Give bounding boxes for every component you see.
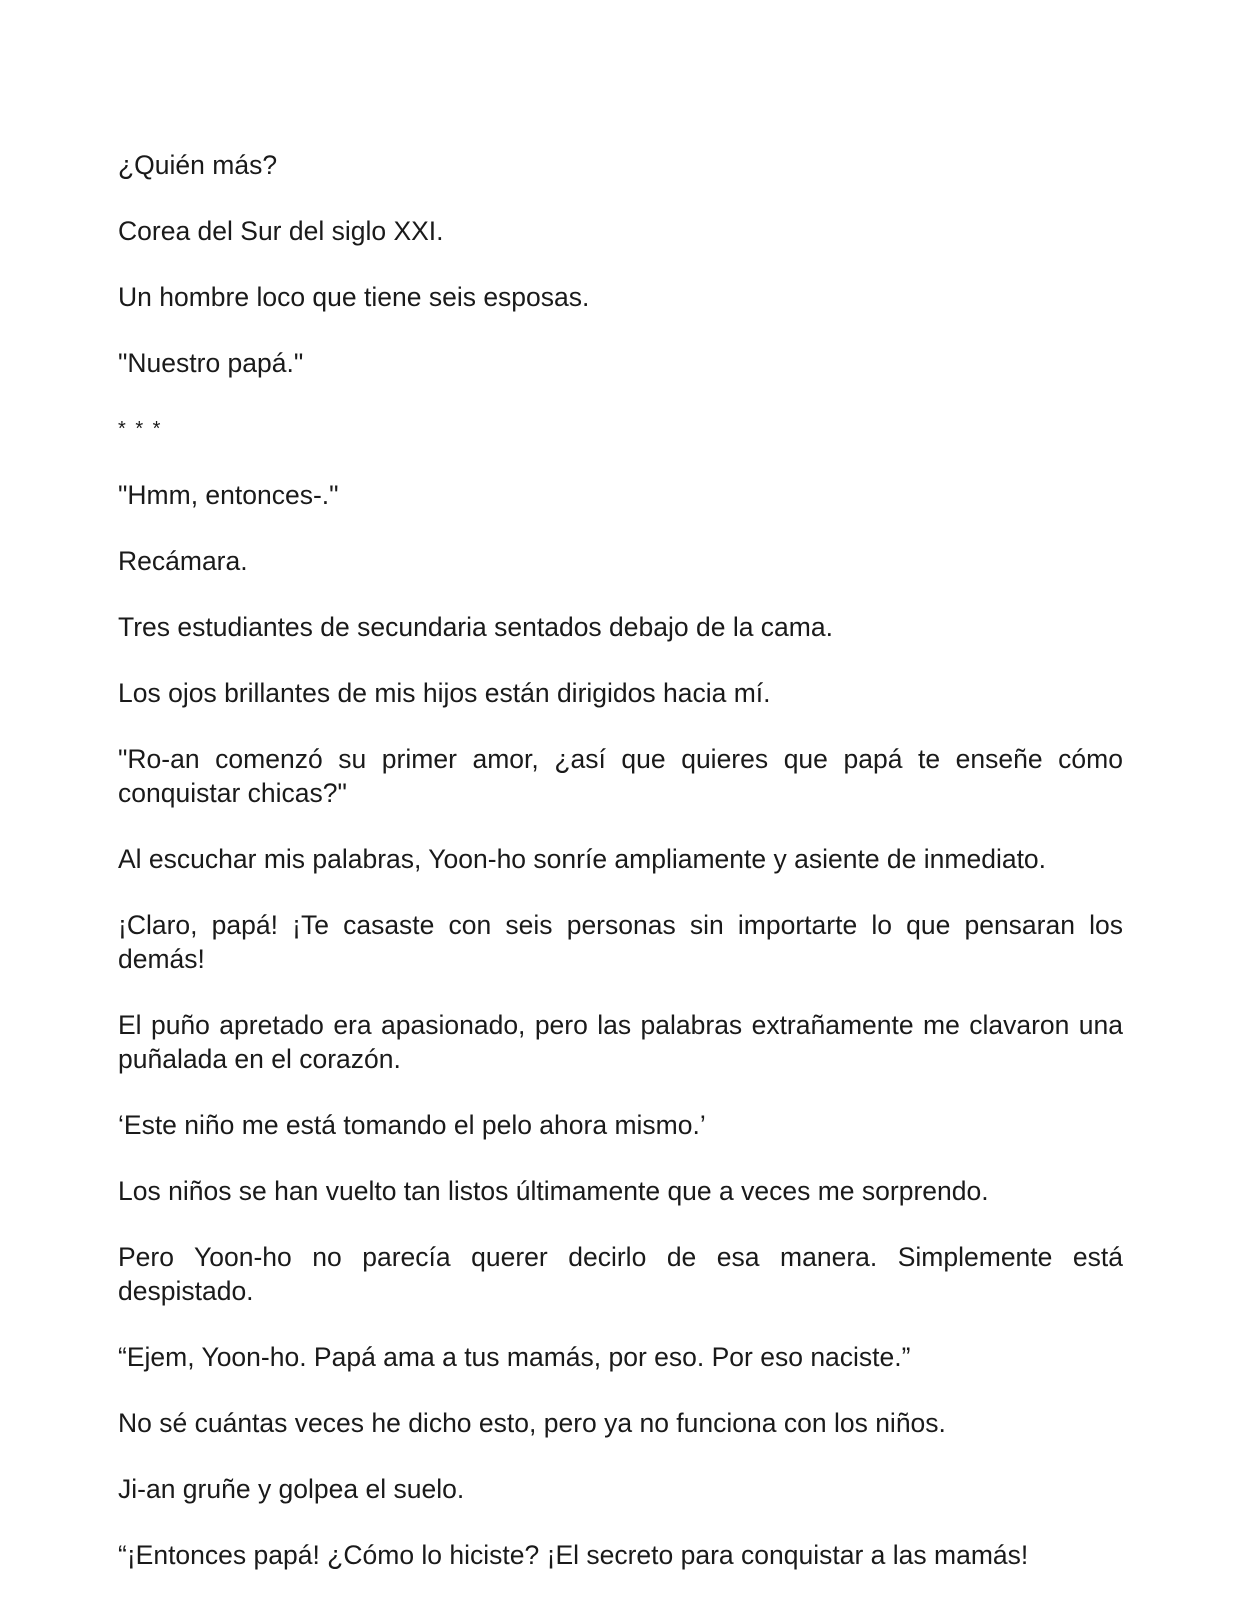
paragraph: Los ojos brillantes de mis hijos están dirigidos hacia mí. [118, 678, 771, 708]
paragraph: Pero Yoon-ho no parecía querer decirlo de esa manera. Simplemente está despistado. [118, 1242, 1123, 1306]
paragraph: Un hombre loco que tiene seis esposas. [118, 282, 590, 312]
paragraph: "Nuestro papá." [118, 348, 304, 378]
scene-break: * * * [118, 418, 163, 440]
paragraph: No sé cuántas veces he dicho esto, pero ya no funciona con los niños. [118, 1408, 946, 1438]
paragraph: Recámara. [118, 546, 248, 576]
paragraph: Ji-an gruñe y golpea el suelo. [118, 1474, 465, 1504]
paragraph: “Ejem, Yoon-ho. Papá ama a tus mamás, por eso. Por eso naciste.” [118, 1342, 911, 1372]
paragraph: ‘Este niño me está tomando el pelo ahora mismo.’ [118, 1110, 706, 1140]
paragraph: ¡Claro, papá! ¡Te casaste con seis personas sin importarte lo que pensaran los demás! [118, 910, 1123, 974]
paragraph: Al escuchar mis palabras, Yoon-ho sonríe ampliamente y asiente de inmediato. [118, 844, 1047, 874]
paragraph: "Ro-an comenzó su primer amor, ¿así que quieres que papá te enseñe cómo conquistar chicas?" [118, 744, 1123, 808]
document-body [118, 148, 1123, 1604]
paragraph: ¿Quién más? [118, 150, 278, 180]
paragraph: Tres estudiantes de secundaria sentados debajo de la cama. [118, 612, 833, 642]
paragraph: El puño apretado era apasionado, pero las palabras extrañamente me clavaron una puñalada en el corazón. [118, 1010, 1123, 1074]
paragraph: "Hmm, entonces-." [118, 480, 339, 510]
paragraph: “¡Entonces papá! ¿Cómo lo hiciste? ¡El secreto para conquistar a las mamás! [118, 1540, 1029, 1570]
paragraph: Corea del Sur del siglo XXI. [118, 216, 444, 246]
paragraph: Los niños se han vuelto tan listos últimamente que a veces me sorprendo. [118, 1176, 989, 1206]
